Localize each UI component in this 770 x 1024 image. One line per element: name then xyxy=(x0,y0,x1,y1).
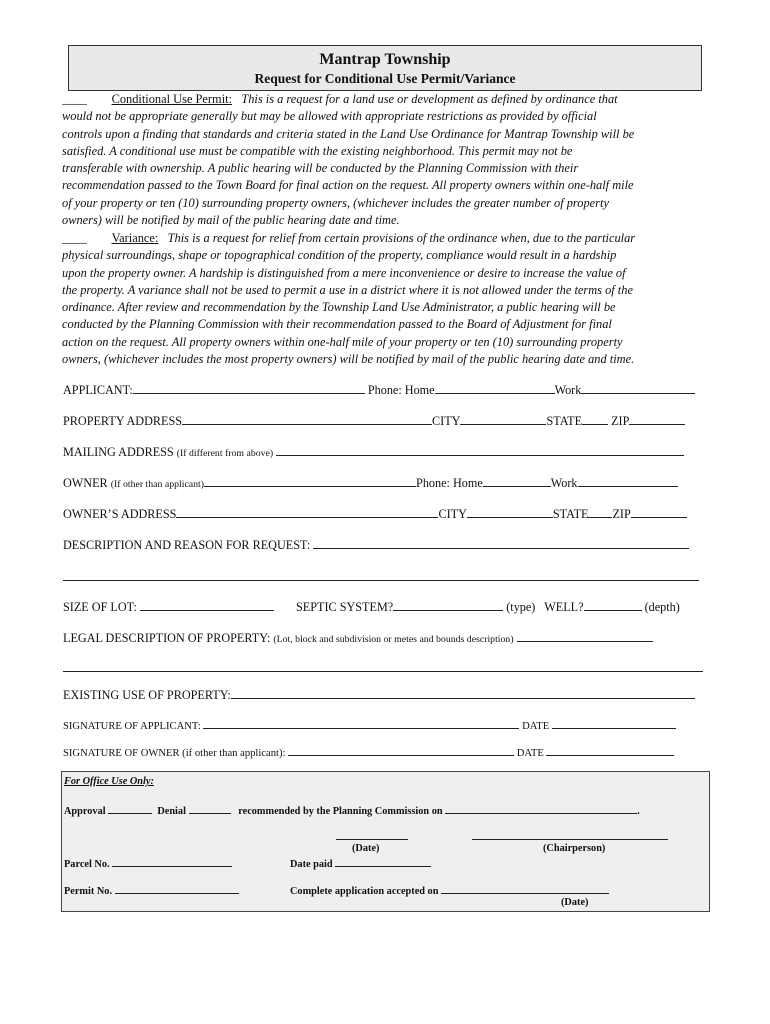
date-paid-label: Date paid xyxy=(290,859,333,870)
paragraph-line: satisfied. A conditional use must be compatible with the existing neighborhood. This permit may not be xyxy=(62,143,573,158)
applicant-date-label: DATE xyxy=(522,721,550,732)
applicant-field[interactable] xyxy=(133,383,365,394)
chairperson-caption: (Chairperson) xyxy=(543,843,606,854)
size-of-lot-label: SIZE OF LOT: xyxy=(63,600,137,614)
applicant-signature-field[interactable] xyxy=(203,718,519,729)
mailing-address-field[interactable] xyxy=(276,445,684,456)
mailing-address-row xyxy=(63,445,684,460)
paragraph-line: recommendation passed to the Town Board for final action on the request. All property owners within one-half mile xyxy=(62,178,634,193)
parcel-row xyxy=(64,856,232,870)
well-depth-field[interactable] xyxy=(584,600,642,611)
parcel-label: Parcel No. xyxy=(64,859,110,870)
owners-address-row xyxy=(63,507,687,522)
accepted-label: Complete application accepted on xyxy=(290,886,439,897)
owner-state-label: STATE xyxy=(552,507,589,521)
variance-label: Variance: xyxy=(111,231,159,245)
property-address-field[interactable] xyxy=(182,414,432,425)
page-title: Mantrap Township xyxy=(319,51,451,68)
paragraph-line: of your property or ten (10) surrounding property owners, (whichever includes the greater number of property xyxy=(62,195,609,210)
approval-row xyxy=(64,803,640,817)
office-use-box xyxy=(61,771,710,912)
well-label: WELL? xyxy=(544,600,584,614)
variance-line-1 xyxy=(62,230,712,247)
owner-signature-field[interactable] xyxy=(288,745,514,756)
date-caption: (Date) xyxy=(352,843,380,854)
property-zip-field[interactable] xyxy=(629,414,685,425)
permit-number-field[interactable] xyxy=(115,883,239,894)
property-city-field[interactable] xyxy=(460,414,546,425)
legal-description-field[interactable] xyxy=(517,631,653,642)
legal-description-row xyxy=(63,631,653,646)
description-row xyxy=(63,538,689,553)
paragraph-line: owners, (whichever includes the most property owners) will be notified by mail of the public hearing date and time. xyxy=(62,351,635,366)
paragraph-line: owners) will be notified by mail of the public hearing date and time. xyxy=(62,212,400,227)
owner-phone-home-field[interactable] xyxy=(483,476,551,487)
existing-use-label: EXISTING USE OF PROPERTY: xyxy=(63,688,231,702)
well-depth-caption: (depth) xyxy=(644,600,680,614)
accepted-date-caption: (Date) xyxy=(561,897,589,908)
permit-label: Permit No. xyxy=(64,886,113,897)
paragraph-line: physical surroundings, shape or topographical condition of the property, compliance would result in a hardship xyxy=(62,248,617,263)
lot-septic-well-row xyxy=(63,600,680,615)
applicant-date-field[interactable] xyxy=(552,718,676,729)
applicant-label: APPLICANT: xyxy=(63,383,133,397)
planning-date-line[interactable] xyxy=(336,839,408,840)
city-label: CITY xyxy=(432,414,461,428)
legal-description-continuation-line[interactable] xyxy=(63,671,703,672)
approval-label: Approval xyxy=(64,806,106,817)
legal-description-label: LEGAL DESCRIPTION OF PROPERTY: xyxy=(63,631,271,645)
property-address-row xyxy=(63,414,685,429)
owner-state-field[interactable] xyxy=(588,507,612,518)
parcel-number-field[interactable] xyxy=(112,856,232,867)
variance-section xyxy=(62,230,712,368)
description-label: DESCRIPTION AND REASON FOR REQUEST: xyxy=(63,538,311,552)
owner-city-label: CITY xyxy=(438,507,467,521)
owner-label: OWNER xyxy=(63,476,108,490)
conditional-use-line-1 xyxy=(62,91,712,108)
owner-signature-label: SIGNATURE OF OWNER (if other than applicant): xyxy=(63,748,286,759)
paragraph-line: transferable with ownership. A public hearing will be conducted by the Planning Commission with their xyxy=(62,161,579,175)
description-field[interactable] xyxy=(313,538,689,549)
period-mark: . xyxy=(637,806,640,817)
owners-address-label: OWNER’S ADDRESS xyxy=(63,507,177,521)
size-of-lot-field[interactable] xyxy=(140,600,274,611)
existing-use-field[interactable] xyxy=(231,688,695,699)
paragraph-line: the property. A variance shall not be used to permit a use in a district where it is not allowed under the terms of the xyxy=(62,282,633,297)
owner-signature-row xyxy=(63,745,674,759)
conditional-use-checkbox-blank[interactable]: ____ xyxy=(62,92,87,106)
form-header xyxy=(68,45,702,91)
accepted-row xyxy=(290,883,609,897)
owners-address-field[interactable] xyxy=(176,507,438,518)
existing-use-row xyxy=(63,688,695,703)
owner-note: (If other than applicant) xyxy=(110,479,205,490)
applicant-signature-label: SIGNATURE OF APPLICANT: xyxy=(63,721,201,732)
paragraph-line: action on the request. All property owners within one-half mile of your property or ten (10) surrounding property xyxy=(62,334,623,349)
phone-home-label: Phone: Home xyxy=(367,383,435,397)
approval-field[interactable] xyxy=(108,803,152,814)
accepted-date-field[interactable] xyxy=(441,883,609,894)
applicant-phone-work-field[interactable] xyxy=(581,383,695,394)
paragraph-line: ordinance. After review and recommendation by the Township Land Use Administrator, a public hearing will be xyxy=(62,300,616,314)
chairperson-line[interactable] xyxy=(472,839,668,840)
work-label: Work xyxy=(554,383,582,397)
owner-date-label: DATE xyxy=(516,748,544,759)
paragraph-line: would not be appropriate generally but may be allowed with appropriate restrictions as provided by official xyxy=(62,109,597,124)
description-continuation-line[interactable] xyxy=(63,580,699,581)
paragraph-line: This is a request for a land use or development as defined by ordinance that xyxy=(241,92,618,106)
septic-type-caption: (type) xyxy=(506,600,536,614)
conditional-use-label: Conditional Use Permit: xyxy=(111,92,233,106)
denial-field[interactable] xyxy=(189,803,231,814)
septic-type-field[interactable] xyxy=(393,600,503,611)
property-state-field[interactable] xyxy=(582,414,608,425)
owner-zip-field[interactable] xyxy=(631,507,687,518)
permit-row xyxy=(64,883,239,897)
date-paid-field[interactable] xyxy=(335,856,431,867)
applicant-phone-home-field[interactable] xyxy=(435,383,555,394)
septic-system-label: SEPTIC SYSTEM? xyxy=(296,600,394,614)
mailing-address-note: (If different from above) xyxy=(176,448,274,459)
owner-date-field[interactable] xyxy=(546,745,674,756)
recommended-label: recommended by the Planning Commission on xyxy=(238,806,443,817)
paragraph-line: controls upon a finding that standards and criteria stated in the Land Use Ordinance for Mantrap Township will be xyxy=(62,126,635,141)
conditional-use-section xyxy=(62,91,712,229)
owner-row xyxy=(63,476,678,491)
paragraph-line: upon the property owner. A hardship is distinguished from a mere inconvenience or desire to increase the value of xyxy=(62,265,626,280)
legal-description-note: (Lot, block and subdivision or metes and bounds description) xyxy=(273,634,514,645)
variance-checkbox-blank[interactable]: ____ xyxy=(62,231,87,245)
office-use-heading: For Office Use Only: xyxy=(64,776,154,787)
state-label: STATE xyxy=(546,414,583,428)
property-address-label: PROPERTY ADDRESS xyxy=(63,414,183,428)
paragraph-line: conducted by the Planning Commission with their recommendation passed to the Board of Adjustment for final xyxy=(62,317,612,332)
owner-zip-label: ZIP xyxy=(612,507,631,521)
zip-label: ZIP xyxy=(611,414,630,428)
denial-label: Denial xyxy=(157,806,186,817)
owner-phone-work-field[interactable] xyxy=(578,476,678,487)
mailing-address-label: MAILING ADDRESS xyxy=(63,445,174,459)
owner-phone-home-label: Phone: Home xyxy=(416,476,483,490)
owner-city-field[interactable] xyxy=(467,507,553,518)
page-subtitle: Request for Conditional Use Permit/Variance xyxy=(254,71,516,86)
owner-field[interactable] xyxy=(204,476,416,487)
owner-work-label: Work xyxy=(550,476,578,490)
date-paid-row xyxy=(290,856,431,870)
recommendation-date-field[interactable] xyxy=(445,803,637,814)
applicant-row xyxy=(63,383,695,398)
paragraph-line: This is a request for relief from certain provisions of the ordinance when, due to the particular xyxy=(167,231,636,245)
applicant-signature-row xyxy=(63,718,676,732)
